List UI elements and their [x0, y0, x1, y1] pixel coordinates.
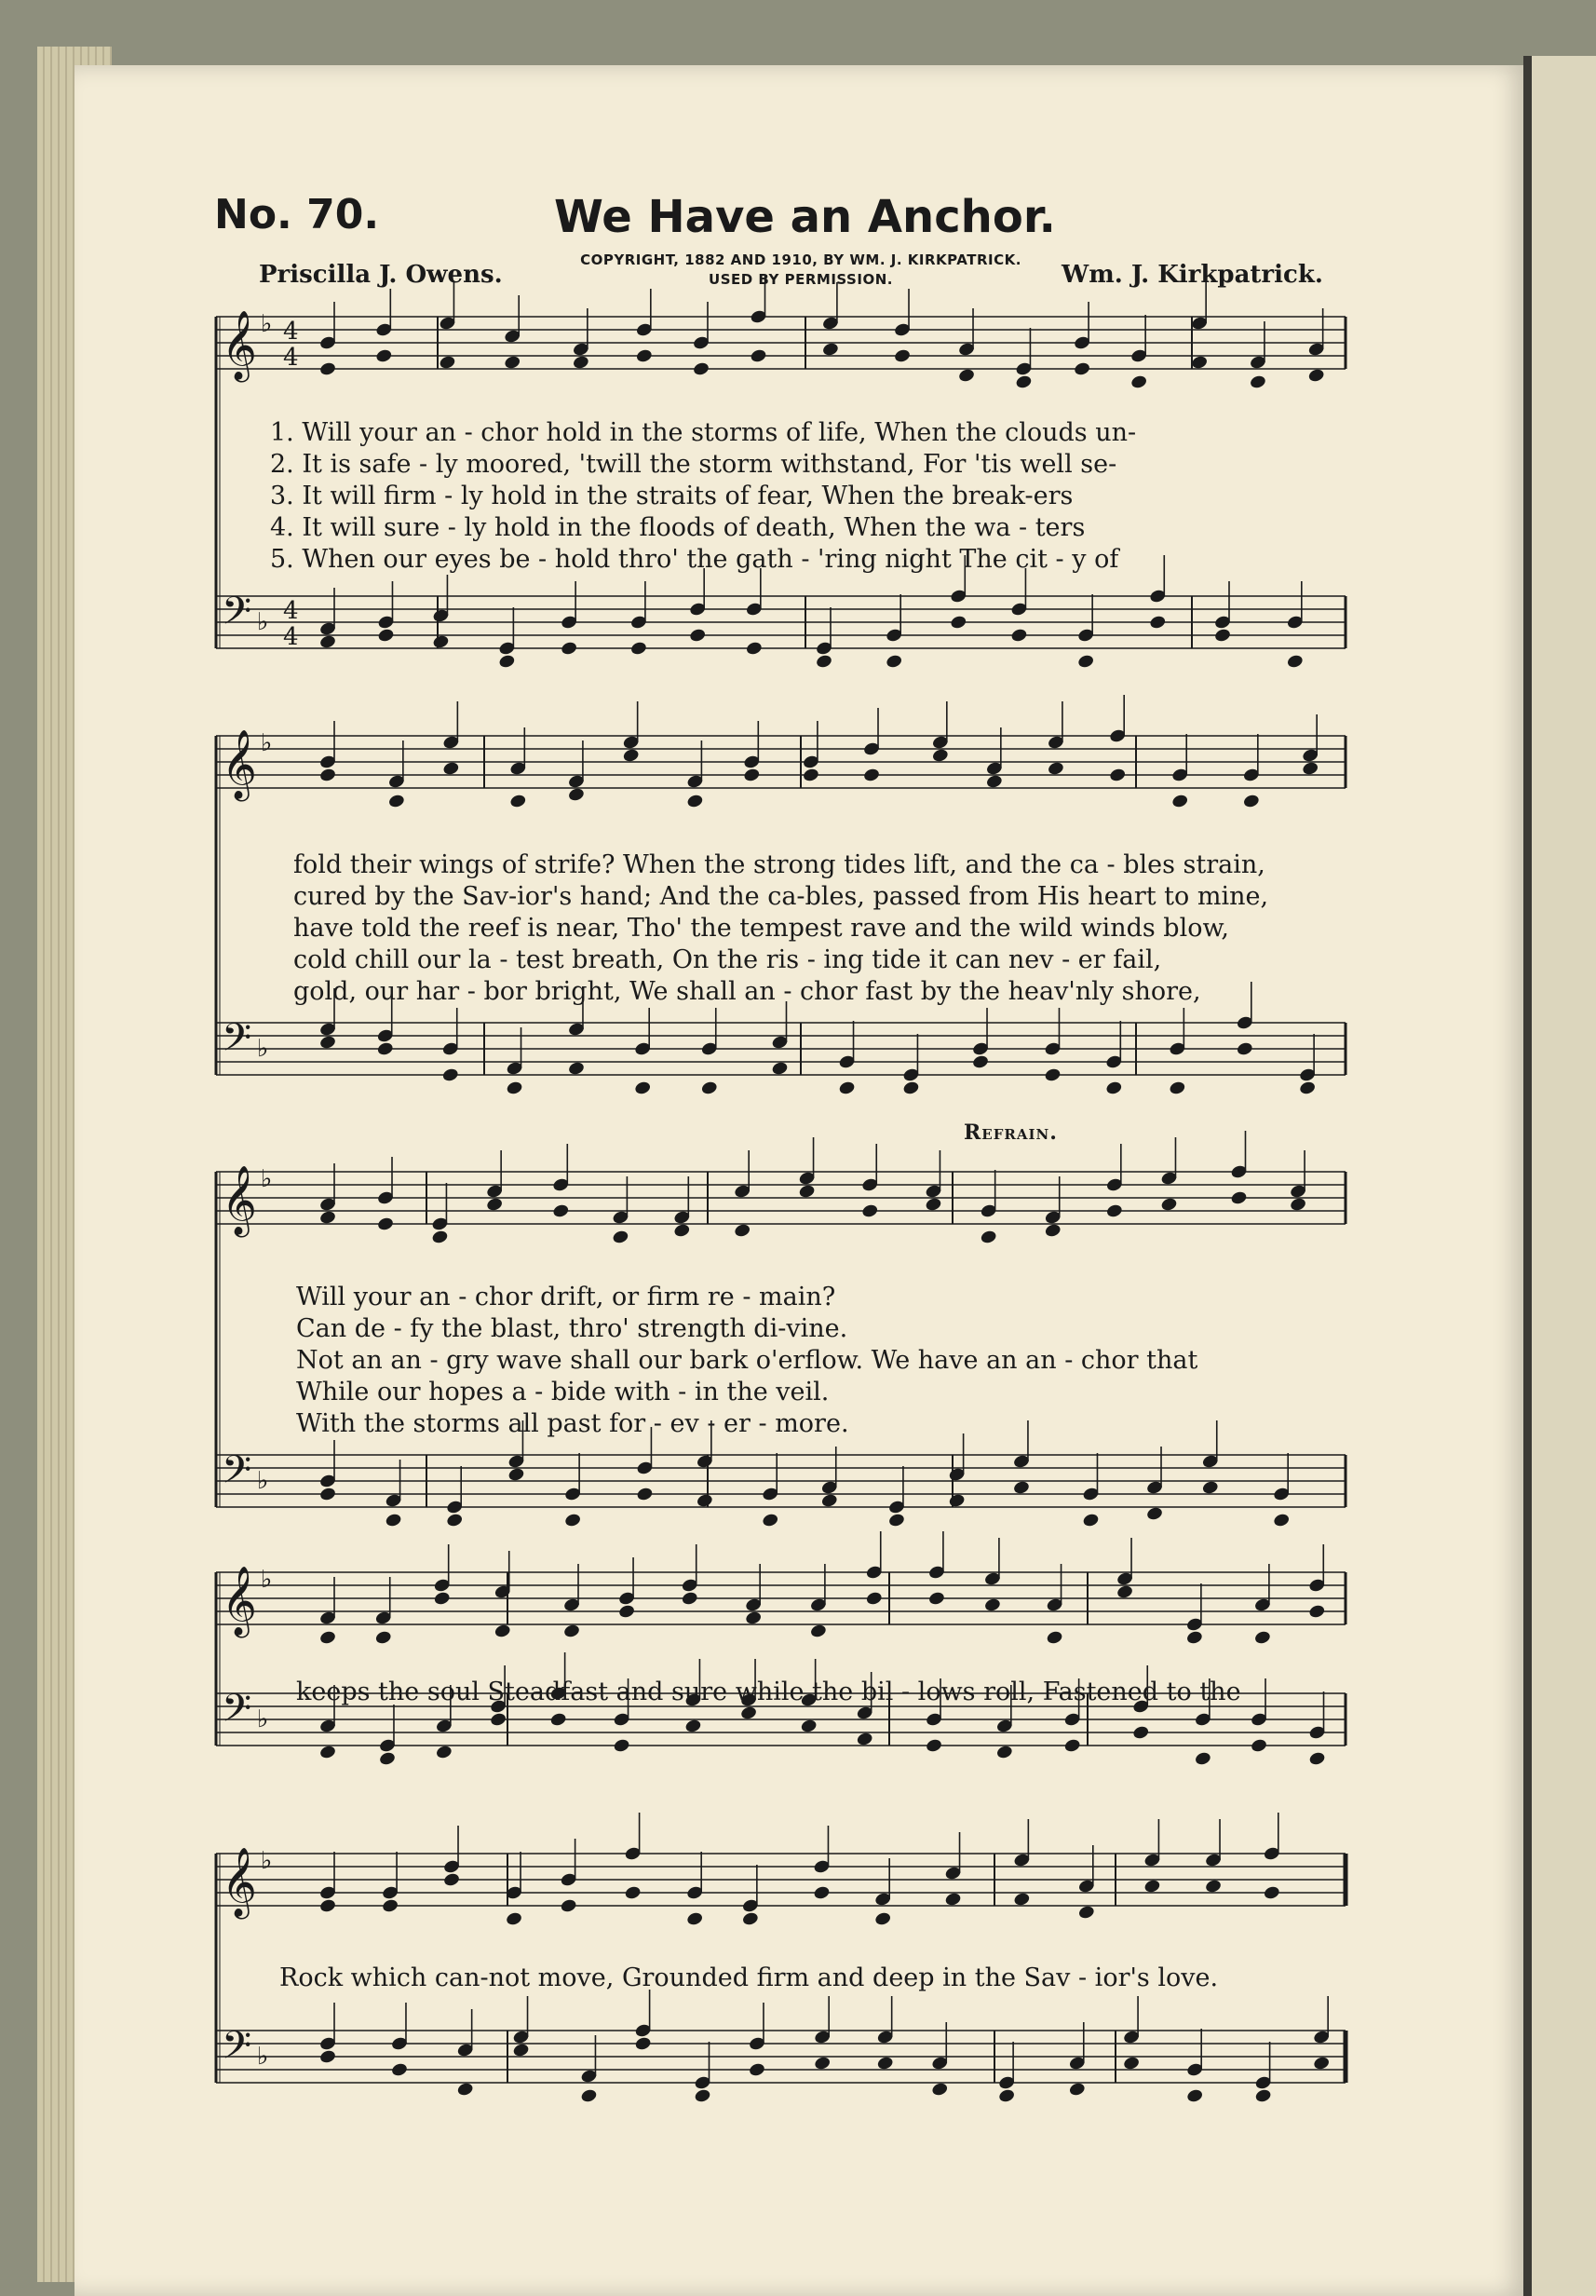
note-head: [696, 1493, 713, 1509]
note-head: [1082, 1513, 1100, 1528]
note-head: [998, 2088, 1016, 2104]
bass-clef-icon: 𝄢: [222, 1447, 252, 1501]
flat-sign-icon: ♭: [257, 1467, 269, 1495]
note-head: [1299, 1080, 1317, 1096]
note-head: [1171, 794, 1189, 809]
note-head: [435, 1745, 453, 1760]
note-head: [815, 654, 832, 670]
note-head: [694, 2088, 711, 2104]
note-head: [684, 1719, 702, 1734]
note-head: [1015, 374, 1033, 390]
note-head: [861, 1203, 879, 1219]
note-head: [1145, 1506, 1163, 1522]
note-head: [1185, 1630, 1203, 1646]
flat-sign-icon: ♭: [257, 1705, 269, 1733]
note-head: [439, 355, 456, 371]
note-head: [1250, 1738, 1267, 1754]
note-head: [800, 1719, 818, 1734]
note-head: [561, 641, 578, 657]
note-head: [567, 787, 585, 803]
note-head: [613, 1738, 630, 1754]
verse-block-system-2: [293, 849, 1268, 1008]
verse-line: 5. When our eyes be - hold thro' the gath - 'ring night The cit - y of: [270, 545, 1119, 574]
copyright-line-1: COPYRIGHT, 1882 AND 1910, BY WM. J. KIRKPATRICK.: [580, 251, 1021, 268]
note-head: [1186, 2088, 1204, 2104]
note-head: [318, 1210, 336, 1226]
note-head: [572, 355, 589, 371]
note-head: [927, 1591, 945, 1607]
note-head: [1308, 1604, 1326, 1620]
note-head: [1204, 1879, 1222, 1895]
hymn-number: No. 70.: [214, 191, 380, 238]
note-head: [1201, 1480, 1219, 1496]
note-head: [865, 1591, 883, 1607]
note-head: [374, 1630, 392, 1646]
note-head: [433, 1591, 451, 1607]
note-head: [673, 1223, 691, 1239]
verse-line: 1. Will your an - chor hold in the storms of life, When the clouds un-: [270, 418, 1137, 447]
note-head: [377, 628, 395, 644]
note-head: [893, 348, 911, 364]
note-head: [564, 1513, 582, 1528]
note-head: [634, 2036, 652, 2052]
treble-clef-icon: 𝄞: [222, 1567, 257, 1636]
note-head: [1308, 1751, 1326, 1767]
note-head: [925, 1738, 942, 1754]
note-head: [505, 1911, 522, 1927]
note-head: [504, 355, 521, 371]
note-head: [562, 1624, 580, 1639]
time-signature-bottom: 4: [283, 344, 299, 372]
note-head: [624, 1885, 642, 1901]
verse-block-system-1: [270, 417, 1136, 576]
note-head: [318, 2049, 336, 2065]
note-head: [748, 2062, 765, 2078]
note-head: [622, 748, 640, 764]
note-head: [549, 1712, 567, 1728]
note-head: [734, 1223, 751, 1239]
verse-line: fold their wings of strife? When the strong tides lift, and the ca - bles strain,: [293, 850, 1265, 879]
note-head: [378, 1751, 396, 1767]
note-head: [1273, 1513, 1291, 1528]
note-head: [1242, 794, 1260, 809]
note-head: [506, 1080, 523, 1096]
hymn-title: We Have an Anchor.: [554, 191, 1056, 243]
note-head: [1230, 1190, 1248, 1206]
note-head: [983, 1597, 1001, 1613]
note-head: [1191, 355, 1209, 371]
note-head: [318, 1898, 336, 1914]
note-head: [798, 1184, 816, 1200]
note-head: [509, 794, 527, 809]
note-head: [318, 1630, 336, 1646]
note-head: [1116, 1584, 1133, 1600]
note-head: [318, 1745, 336, 1760]
note-head: [390, 2062, 408, 2078]
note-head: [856, 1732, 873, 1747]
flat-sign-icon: ♭: [261, 1165, 273, 1193]
note-head: [1074, 361, 1091, 377]
note-head: [689, 628, 707, 644]
flat-sign-icon: ♭: [261, 729, 273, 757]
composer-credit: Wm. J. Kirkpatrick.: [1062, 261, 1323, 289]
note-head: [1249, 374, 1266, 390]
note-head: [387, 794, 405, 809]
note-head: [432, 634, 450, 650]
note-head: [957, 368, 975, 384]
refrain-line-2: Rock which can-not move, Grounded firm and deep in the Sav - ior's love.: [279, 1963, 1219, 1992]
verse-line: Will your an - chor drift, or firm re - main?: [296, 1283, 836, 1311]
note-head: [902, 1080, 920, 1096]
time-signature-top: 4: [283, 318, 299, 346]
flat-sign-icon: ♭: [257, 608, 269, 636]
note-head: [813, 1885, 831, 1901]
note-head: [741, 1911, 759, 1927]
note-head: [1160, 1197, 1178, 1213]
verse-line: Can de - fy the blast, thro' strength di-vine.: [296, 1314, 848, 1343]
note-head: [318, 361, 336, 377]
treble-clef-icon: 𝄞: [222, 1166, 257, 1235]
note-head: [318, 1487, 336, 1502]
note-head: [612, 1230, 629, 1245]
note-head: [985, 774, 1003, 790]
verse-line: cold chill our la - test breath, On the ris - ing tide it can nev - er fail,: [293, 945, 1162, 974]
note-head: [821, 342, 839, 358]
flat-sign-icon: ♭: [257, 1035, 269, 1063]
note-head: [1143, 1879, 1161, 1895]
note-head: [925, 1197, 942, 1213]
time-signature-bottom: 4: [283, 623, 299, 651]
note-head: [1046, 1630, 1063, 1646]
note-head: [887, 1513, 905, 1528]
note-head: [1149, 615, 1167, 631]
note-head: [318, 1035, 336, 1051]
verse-line: 4. It will sure - ly hold in the floods of death, When the wa - ters: [270, 513, 1086, 542]
note-head: [809, 1624, 827, 1639]
verse-line: cured by the Sav-ior's hand; And the ca-bles, passed from His heart to mine,: [293, 882, 1269, 911]
note-head: [948, 1493, 966, 1509]
note-head: [931, 748, 949, 764]
note-head: [1044, 1067, 1062, 1083]
refrain-line-1: keeps the soul Steadfast and sure while the bil - lows roll, Fastened to the: [296, 1678, 1241, 1706]
lyricist-credit: Priscilla J. Owens.: [259, 261, 503, 289]
note-head: [862, 768, 880, 783]
note-head: [876, 2056, 894, 2072]
note-head: [1077, 654, 1095, 670]
note-head: [700, 1080, 718, 1096]
note-head: [441, 1067, 459, 1083]
note-head: [512, 2043, 530, 2058]
verse-line: 3. It will firm - ly hold in the straits of fear, When the break-ers: [270, 482, 1074, 510]
note-head: [1123, 2056, 1141, 2072]
bass-clef-icon: 𝄢: [222, 1015, 252, 1069]
note-head: [838, 1080, 856, 1096]
verse-line: Not an an - gry wave shall our bark o'erflow. We have an an - chor that: [296, 1346, 1198, 1375]
note-head: [814, 2056, 832, 2072]
note-head: [381, 1898, 399, 1914]
note-head: [1105, 1080, 1123, 1096]
note-head: [750, 348, 767, 364]
note-head: [635, 348, 653, 364]
note-head: [743, 768, 761, 783]
note-head: [634, 1080, 652, 1096]
note-head: [1236, 1041, 1253, 1057]
note-head: [456, 2082, 474, 2098]
note-head: [636, 1487, 654, 1502]
note-head: [431, 1230, 449, 1245]
note-head: [1105, 1203, 1123, 1219]
note-head: [1044, 1223, 1062, 1239]
note-head: [1302, 761, 1319, 777]
note-head: [1012, 1480, 1030, 1496]
note-head: [318, 634, 336, 650]
note-head: [1169, 1080, 1186, 1096]
verse-line: gold, our har - bor bright, We shall an - chor fast by the heav'nly shore,: [293, 977, 1201, 1006]
note-head: [686, 794, 704, 809]
note-head: [552, 1203, 570, 1219]
note-head: [1013, 1892, 1031, 1908]
note-head: [318, 768, 336, 783]
note-head: [1109, 768, 1127, 783]
note-head: [507, 1467, 525, 1483]
bass-clef-icon: 𝄢: [222, 589, 252, 643]
flat-sign-icon: ♭: [261, 1847, 273, 1875]
note-head: [995, 1745, 1013, 1760]
note-head: [1047, 761, 1064, 777]
note-head: [1286, 654, 1304, 670]
verse-line: While our hopes a - bide with - in the veil.: [296, 1378, 830, 1406]
flat-sign-icon: ♭: [257, 2043, 269, 2071]
note-head: [1194, 1751, 1211, 1767]
treble-clef-icon: 𝄞: [222, 730, 257, 799]
bass-clef-icon: 𝄢: [222, 2023, 252, 2077]
verse-block-system-3: [296, 1282, 1197, 1440]
note-head: [486, 1197, 504, 1213]
note-head: [944, 1892, 962, 1908]
note-head: [1132, 1725, 1150, 1741]
note-head: [802, 768, 819, 783]
treble-clef-icon: 𝄞: [222, 311, 257, 380]
note-head: [442, 1872, 460, 1888]
note-head: [1068, 2082, 1086, 2098]
note-head: [1130, 374, 1148, 390]
note-head: [385, 1513, 402, 1528]
note-head: [376, 1216, 394, 1232]
note-head: [629, 641, 647, 657]
note-head: [886, 654, 903, 670]
note-head: [446, 1513, 464, 1528]
note-head: [980, 1230, 997, 1245]
note-head: [745, 641, 763, 657]
note-head: [494, 1624, 511, 1639]
note-head: [762, 1513, 779, 1528]
refrain-label: Refrain.: [964, 1121, 1058, 1145]
bass-clef-icon: 𝄢: [222, 1686, 252, 1740]
note-head: [617, 1604, 635, 1620]
flat-sign-icon: ♭: [261, 310, 273, 338]
flat-sign-icon: ♭: [261, 1566, 273, 1594]
note-head: [1077, 1905, 1095, 1921]
note-head: [1254, 2088, 1272, 2104]
note-head: [1253, 1630, 1271, 1646]
note-head: [376, 1041, 394, 1057]
note-head: [442, 761, 460, 777]
note-head: [1289, 1197, 1306, 1213]
note-head: [1010, 628, 1028, 644]
note-head: [820, 1493, 838, 1509]
note-head: [950, 615, 967, 631]
note-head: [498, 654, 516, 670]
note-head: [874, 1911, 892, 1927]
note-head: [1263, 1885, 1280, 1901]
time-signature-top: 4: [283, 597, 299, 625]
note-head: [745, 1610, 763, 1626]
note-head: [1063, 1738, 1081, 1754]
note-head: [692, 361, 710, 377]
note-head: [681, 1591, 698, 1607]
note-head: [686, 1911, 704, 1927]
note-head: [931, 2082, 949, 2098]
note-head: [771, 1061, 789, 1077]
verse-line: 2. It is safe - ly moored, 'twill the storm withstand, For 'tis well se-: [270, 450, 1117, 479]
note-head: [375, 348, 393, 364]
note-head: [567, 1061, 585, 1077]
note-head: [490, 1712, 507, 1728]
note-head: [580, 2088, 598, 2104]
verse-line: have told the reef is near, Tho' the tempest rave and the wild winds blow,: [293, 914, 1229, 943]
note-head: [1313, 2056, 1331, 2072]
copyright-line-2: USED BY PERMISSION.: [709, 271, 893, 288]
note-head: [1307, 368, 1325, 384]
note-head: [1213, 628, 1231, 644]
treble-clef-icon: 𝄞: [222, 1848, 257, 1917]
note-head: [971, 1054, 989, 1070]
verse-line: With the storms all past for - ev - er - more.: [296, 1409, 849, 1438]
note-head: [560, 1898, 577, 1914]
